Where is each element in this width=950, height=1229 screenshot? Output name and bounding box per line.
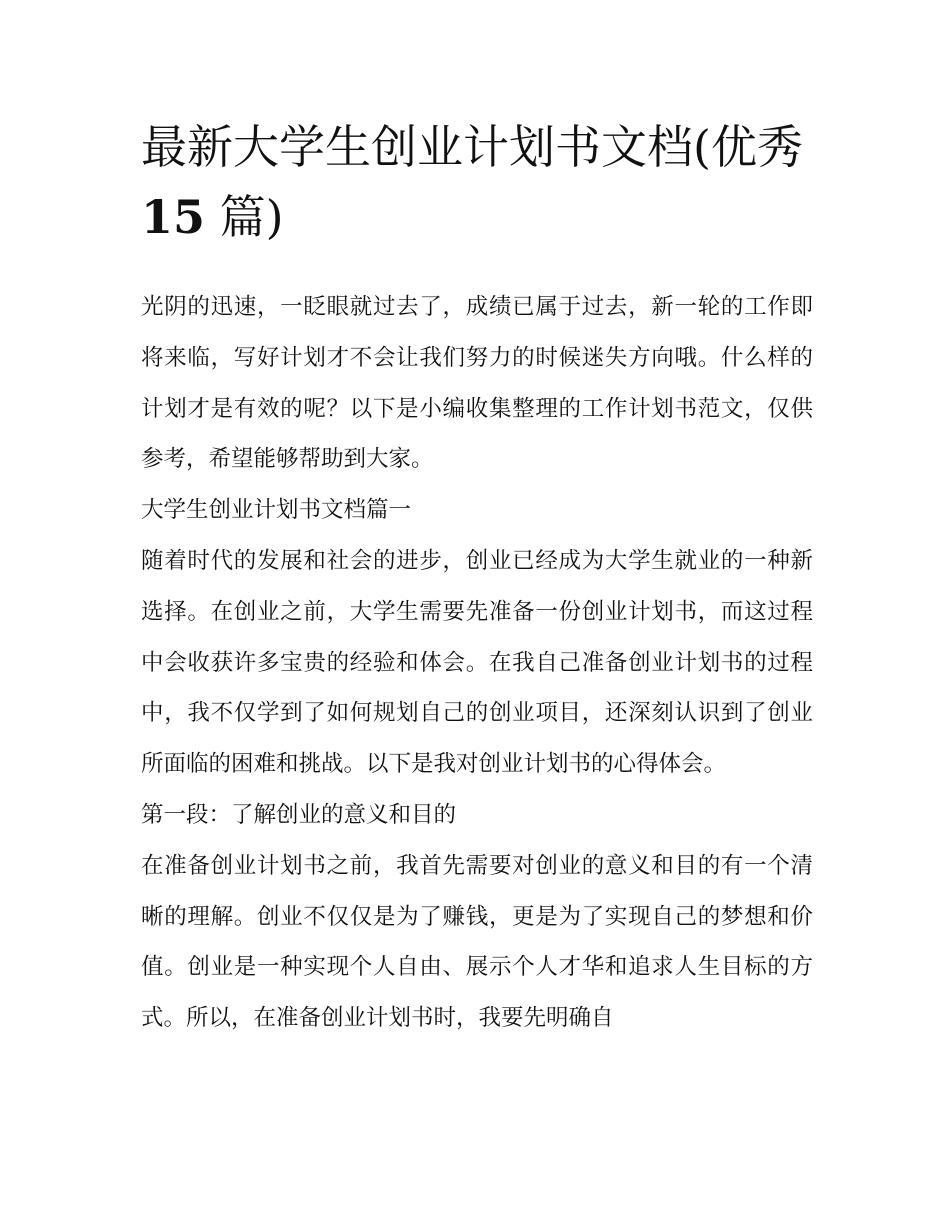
document-content [141,112,813,1044]
body-paragraph: 随着时代的发展和社会的进步，创业已经成为大学生就业的一种新选择。在创业之前，大学生需要先准备一份创业计划书，而这过程中会收获许多宝贵的经验和体会。在我自己准备创业计划书的过程中，我不仅学到了如何规划自己的创业项目，还深刻认识到了创业所面临的困难和挑战。以下是我对创业计划书的心得体会。 [141,547,813,778]
section-heading-part-one: 大学生创业计划书文档篇一 [141,497,412,524]
title-text-part2: 篇) [219,190,284,244]
title-number: 15 [141,190,206,244]
intro-paragraph: 光阴的迅速，一眨眼就过去了，成绩已属于过去，新一轮的工作即将来临，写好计划才不会让我们努力的时候迷失方向哦。什么样的计划才是有效的呢？以下是小编收集整理的工作计划书范文，仅供参考，希望能够帮助到大家。 [141,294,813,473]
document-body [141,282,813,1044]
title-text-part1: 最新大学生创业计划书文档(优秀 [141,120,803,174]
subsection-heading-first: 第一段：了解创业的意义和目的 [141,801,457,828]
document-title [141,112,813,252]
body-paragraph: 在准备创业计划书之前，我首先需要对创业的意义和目的有一个清晰的理解。创业不仅仅是为了赚钱，更是为了实现自己的梦想和价值。创业是一种实现个人自由、展示个人才华和追求人生目标的方式。所以，在准备创业计划书时，我要先明确自 [141,852,813,1032]
